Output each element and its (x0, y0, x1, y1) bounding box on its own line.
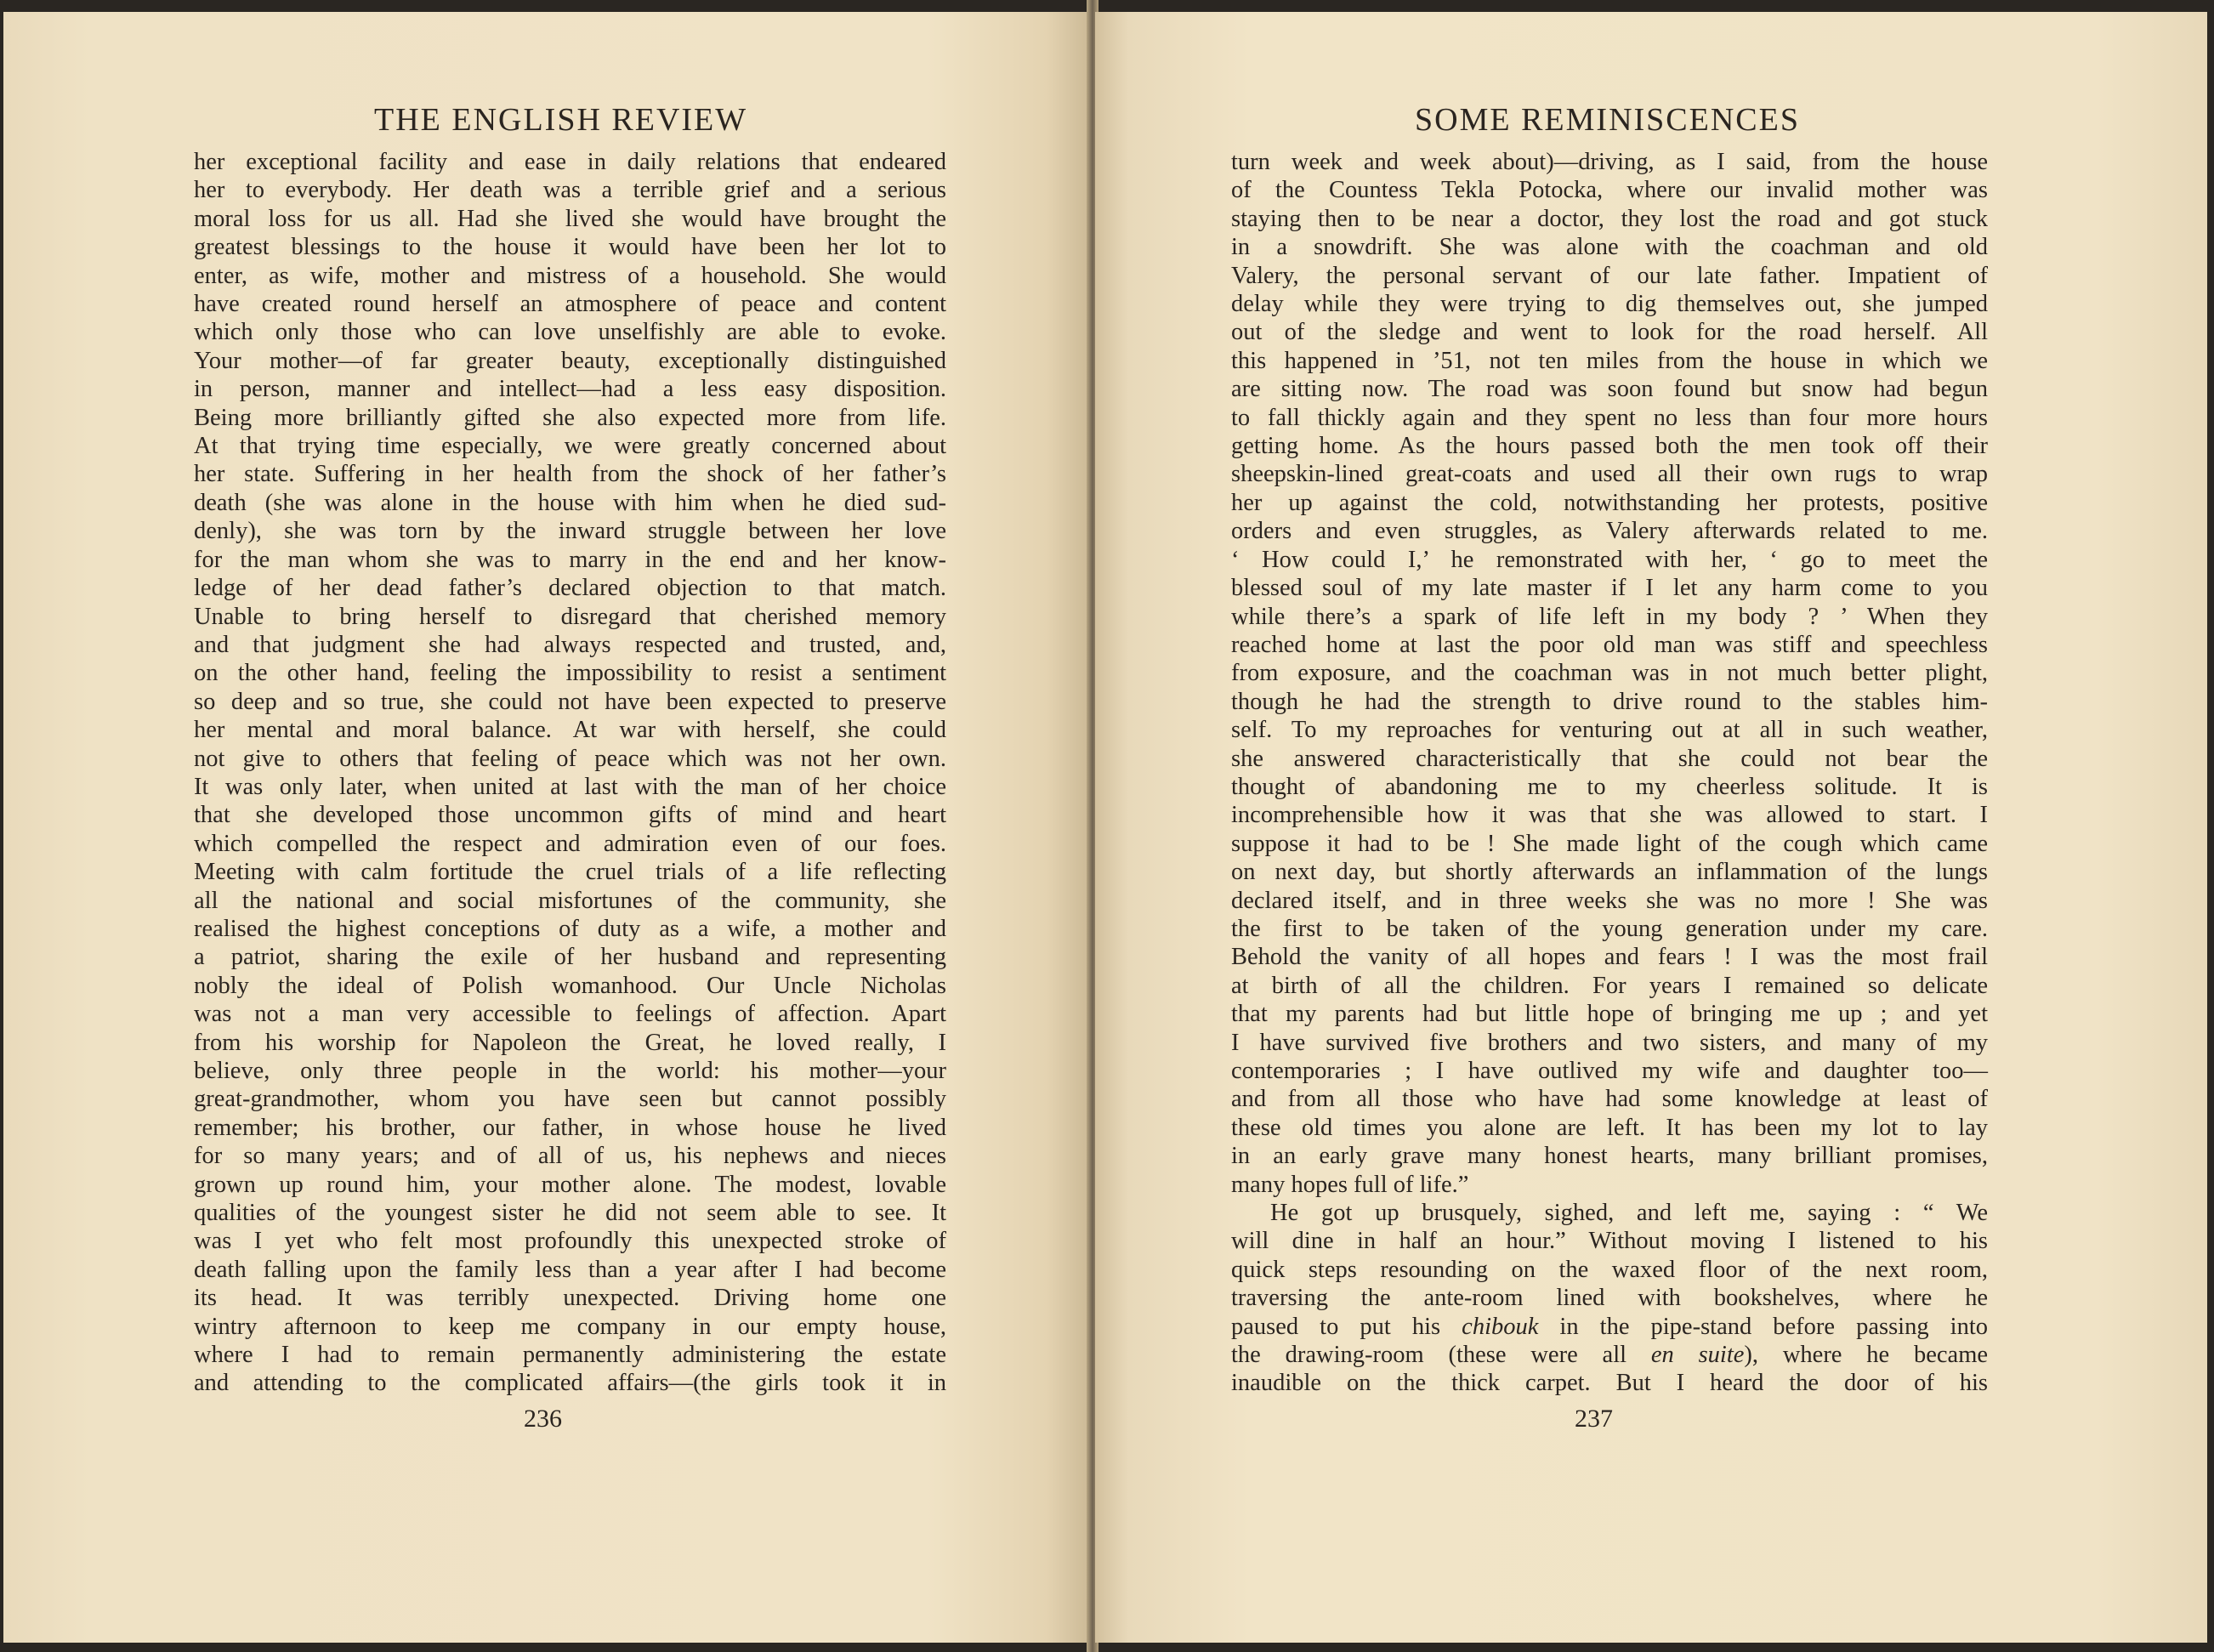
text-line: It was only later, when united at last with the man of her choice (194, 773, 946, 800)
text-line: thought of abandoning me to my cheerless solitude. It is (1231, 773, 1988, 800)
text-line: death (she was alone in the house with him when he died sud- (194, 489, 946, 516)
text-line: moral loss for us all. Had she lived she would have brought the (194, 205, 946, 232)
text-line: self. To my reproaches for venturing out at all in such weather, (1231, 717, 1988, 744)
text-line: turn week and week about)—driving, as I said, from the house (1231, 149, 1988, 175)
text-line: staying then to be near a doctor, they lost the road and got stuck (1231, 205, 1988, 232)
text-line: denly), she was torn by the inward struggle between her love (194, 518, 946, 545)
text-line: grown up round him, your mother alone. The modest, lovable (194, 1171, 946, 1198)
text-line: not give to others that feeling of peace which was not her own. (194, 745, 946, 772)
text-line: He got up brusquely, sighed, and left me, saying : “ We (1270, 1200, 1988, 1227)
text-line: in an early grave many honest hearts, many brilliant promises, (1231, 1143, 1988, 1170)
text-line: her exceptional facility and ease in daily relations that endeared (194, 149, 946, 175)
text-line: her to everybody. Her death was a terrible grief and a serious (194, 177, 946, 204)
text-line: ‘ How could I,’ he remonstrated with her, ‘ go to meet the (1231, 546, 1988, 573)
text-line: at birth of all the children. For years I remained so delicate (1231, 972, 1988, 999)
left-page-number: 236 (524, 1405, 562, 1433)
text-line: and that judgment she had always respected and trusted, and, (194, 631, 946, 658)
text-line: delay while they were trying to dig themselves out, she jumped (1231, 291, 1988, 318)
right-page-number: 237 (1575, 1405, 1613, 1433)
text-line: orders and even struggles, as Valery afterwards related to me. (1231, 518, 1988, 545)
text-line: great-grandmother, whom you have seen but cannot possibly (194, 1086, 946, 1113)
text-line: have created round herself an atmosphere of peace and content (194, 291, 946, 318)
text-line: realised the highest conceptions of duty as a wife, a mother and (194, 915, 946, 942)
text-line: suppose it had to be ! She made light of the cough which came (1231, 830, 1988, 857)
text-line: will dine in half an hour.” Without moving I listened to his (1231, 1228, 1988, 1255)
text-line: on the other hand, feeling the impossibility to resist a sentiment (194, 660, 946, 687)
text-line: are sitting now. The road was soon found but snow had begun (1231, 376, 1988, 403)
text-line: believe, only three people in the world: his mother—your (194, 1058, 946, 1084)
text-line: out of the sledge and went to look for the road herself. All (1231, 319, 1988, 346)
text-line: that she developed those uncommon gifts of mind and heart (194, 802, 946, 829)
text-line: that my parents had but little hope of bringing me up ; and yet (1231, 1001, 1988, 1028)
text-line: Your mother—of far greater beauty, exceptionally distinguished (194, 347, 946, 374)
text-line: from exposure, and the coachman was in not much better plight, (1231, 660, 1988, 687)
text-line: for so many years; and of all of us, his nephews and nieces (194, 1143, 946, 1170)
text-line: to fall thickly again and they spent no less than four more hours (1231, 404, 1988, 431)
text-line: its head. It was terribly unexpected. Driving home one (194, 1285, 946, 1312)
right-running-head: SOME REMINISCENCES (1415, 102, 1800, 138)
text-line: qualities of the youngest sister he did not seem able to see. It (194, 1200, 946, 1227)
text-line: this happened in ’51, not ten miles from the house in which we (1231, 347, 1988, 374)
text-line: quick steps resounding on the waxed floor of the next room, (1231, 1256, 1988, 1283)
text-line: from his worship for Napoleon the Great, he loved really, I (194, 1029, 946, 1056)
text-line: Valery, the personal servant of our late father. Impatient of (1231, 262, 1988, 289)
text-line: enter, as wife, mother and mistress of a household. She would (194, 262, 946, 289)
text-line: sheepskin-lined great-coats and used all their own rugs to wrap (1231, 461, 1988, 488)
text-line: Meeting with calm fortitude the cruel trials of a life reflecting (194, 859, 946, 886)
text-line: paused to put his chibouk in the pipe-stand before passing into (1231, 1313, 1988, 1340)
text-line: blessed soul of my late master if I let any harm come to you (1231, 575, 1988, 602)
text-line: so deep and so true, she could not have been expected to preserve (194, 688, 946, 715)
text-line: was not a man very accessible to feelings of affection. Apart (194, 1001, 946, 1028)
text-line: declared itself, and in three weeks she was no more ! She was (1231, 887, 1988, 914)
text-line: for the man whom she was to marry in the end and her know- (194, 546, 946, 573)
text-line: remember; his brother, our father, in whose house he lived (194, 1114, 946, 1141)
text-line: a patriot, sharing the exile of her husband and representing (194, 944, 946, 971)
text-line: nobly the ideal of Polish womanhood. Our Uncle Nicholas (194, 972, 946, 999)
text-line: all the national and social misfortunes of the community, she (194, 887, 946, 914)
left-page (3, 12, 1090, 1643)
text-line: contemporaries ; I have outlived my wife and daughter too— (1231, 1058, 1988, 1084)
text-line: which only those who can love unselfishly are able to evoke. (194, 319, 946, 346)
text-line: I have survived five brothers and two sisters, and many of my (1231, 1029, 1988, 1056)
text-line: At that trying time especially, we were greatly concerned about (194, 433, 946, 460)
text-line: where I had to remain permanently administering the estate (194, 1342, 946, 1369)
text-line: though he had the strength to drive round to the stables him- (1231, 688, 1988, 715)
text-line: her up against the cold, notwithstanding her protests, positive (1231, 489, 1988, 516)
text-line: her state. Suffering in her health from the shock of her father’s (194, 461, 946, 488)
text-line: inaudible on the thick carpet. But I heard the door of his (1231, 1370, 1988, 1397)
text-line: she answered characteristically that she could not bear the (1231, 745, 1988, 772)
left-running-head: THE ENGLISH REVIEW (374, 102, 748, 138)
text-line: traversing the ante-room lined with bookshelves, where he (1231, 1285, 1988, 1312)
text-line: her mental and moral balance. At war with herself, she could (194, 717, 946, 744)
text-line: death falling upon the family less than a year after I had become (194, 1256, 946, 1283)
text-line: reached home at last the poor old man was stiff and speechless (1231, 631, 1988, 658)
text-line: greatest blessings to the house it would have been her lot to (194, 234, 946, 261)
text-line: incomprehensible how it was that she was allowed to start. I (1231, 802, 1988, 829)
text-line: and attending to the complicated affairs—(the girls took it in (194, 1370, 946, 1397)
text-line: was I yet who felt most profoundly this unexpected stroke of (194, 1228, 946, 1255)
text-line: the drawing-room (these were all en suite), where he became (1231, 1342, 1989, 1369)
text-line: Behold the vanity of all hopes and fears ! I was the most frail (1231, 944, 1988, 971)
text-line: getting home. As the hours passed both the men took off their (1231, 433, 1988, 460)
text-line: of the Countess Tekla Potocka, where our invalid mother was (1231, 177, 1988, 204)
text-line: on next day, but shortly afterwards an inflammation of the lungs (1231, 859, 1988, 886)
text-line: in a snowdrift. She was alone with the coachman and old (1231, 234, 1988, 261)
text-line: and from all those who have had some knowledge at least of (1231, 1086, 1988, 1113)
right-page-body (1231, 148, 1988, 1398)
text-line: in person, manner and intellect—had a less easy disposition. (194, 376, 946, 403)
text-line: which compelled the respect and admiration even of our foes. (194, 830, 946, 857)
text-line: while there’s a spark of life left in my body ? ’ When they (1231, 603, 1988, 630)
text-line: wintry afternoon to keep me company in our empty house, (194, 1313, 946, 1340)
text-line: these old times you alone are left. It has been my lot to lay (1231, 1114, 1988, 1141)
text-line: Being more brilliantly gifted she also expected more from life. (194, 404, 946, 431)
left-page-body (194, 148, 946, 1398)
text-line: many hopes full of life.” (1231, 1171, 1469, 1198)
text-line: the first to be taken of the young generation under my care. (1231, 915, 1988, 942)
text-line: ledge of her dead father’s declared objection to that match. (194, 575, 946, 602)
right-page (1095, 12, 2207, 1643)
text-line: Unable to bring herself to disregard that cherished memory (194, 603, 946, 630)
